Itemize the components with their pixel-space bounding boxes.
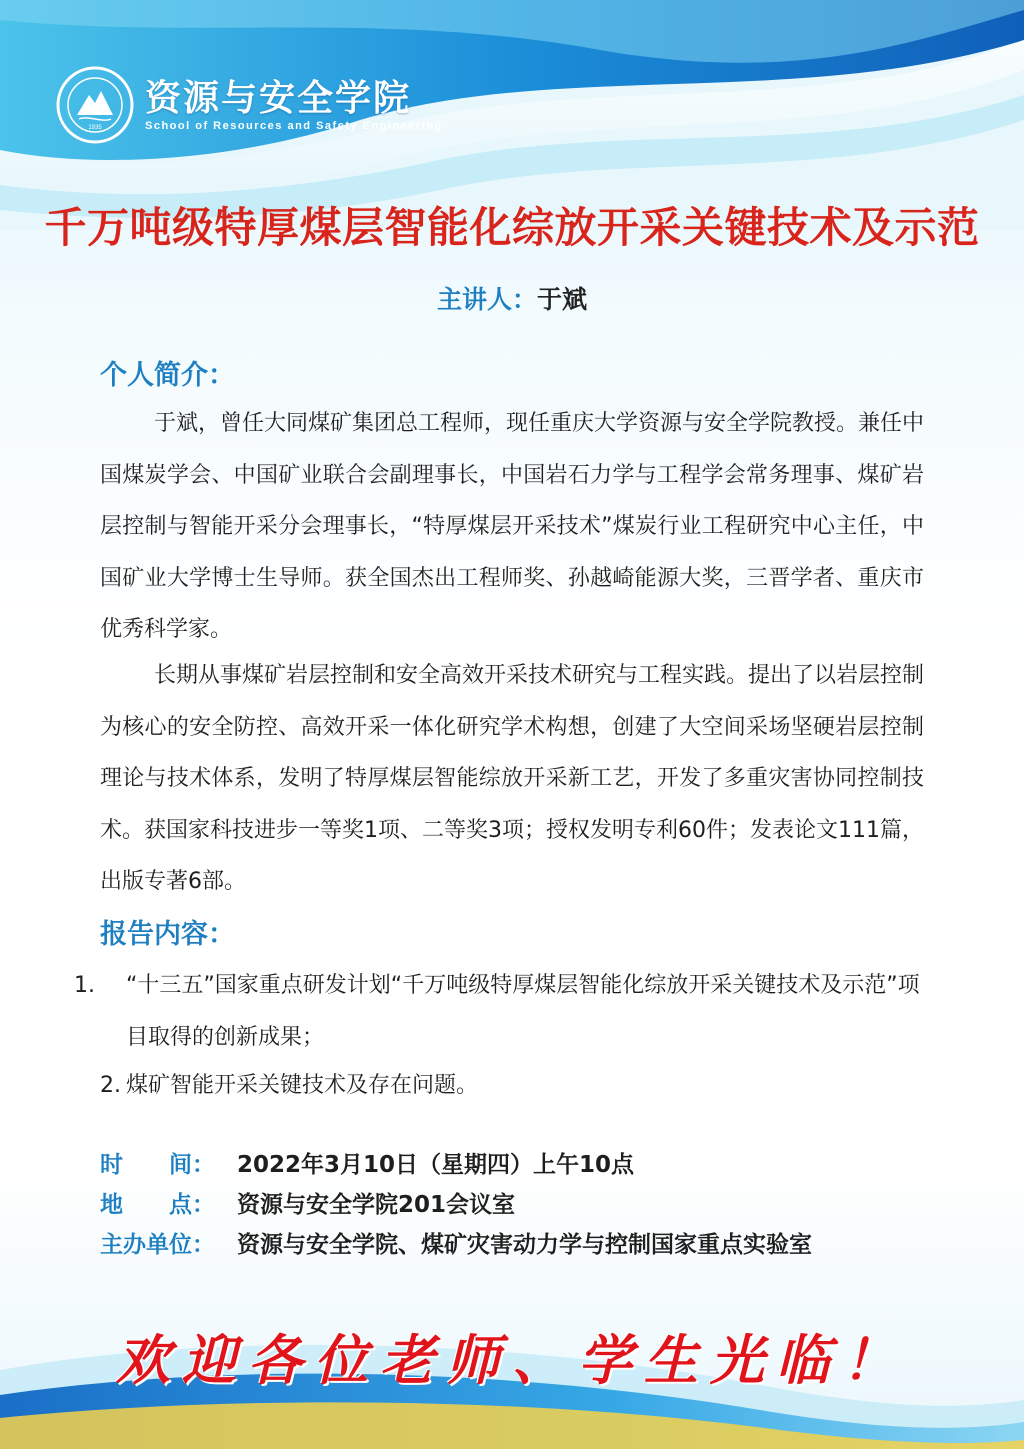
speaker-label: 主讲人：	[436, 285, 537, 314]
event-place-row	[100, 1188, 515, 1222]
speaker-line	[0, 280, 1024, 316]
bio-paragraph-2-text: 长期从事煤矿岩层控制和安全高效开采技术研究与工程实践。提出了以岩层控制为核心的安全防控、高效开采一体化研究学术构想，创建了大空间采场坚硬岩层控制理论与技术体系，发明了特厚煤层智能综放开采新工艺，开发了多重灾害协同控制技术。获国家科技进步一等奖1项、二等奖3项；授权发明专利60件；发表论文111篇，出版专著6部。	[100, 663, 925, 894]
welcome-banner: 欢迎各位老师、学生光临！	[116, 1328, 908, 1392]
event-place-label: 地 点：	[100, 1192, 215, 1218]
report-item-2-text: 煤矿智能开采关键技术及存在问题。	[126, 1073, 479, 1098]
report-item-1-number: 1.	[74, 973, 95, 998]
event-host-value: 资源与安全学院、煤矿灾害动力学与控制国家重点实验室	[237, 1232, 812, 1258]
report-item-2-number: 2.	[100, 1073, 121, 1098]
event-time-row	[100, 1148, 634, 1182]
school-logo	[55, 65, 135, 145]
event-host-label: 主办单位：	[100, 1232, 215, 1258]
logo-year: 1935	[88, 125, 102, 131]
event-host-row	[100, 1228, 812, 1262]
report-item-1-text: “十三五”国家重点研发计划“千万吨级特厚煤层智能化综放开采关键技术及示范”项目取得的创新成果；	[126, 973, 920, 1050]
event-time-label: 时 间：	[100, 1152, 215, 1178]
bio-paragraph-1-text: 于斌，曾任大同煤矿集团总工程师，现任重庆大学资源与安全学院教授。兼任中国煤炭学会、中国矿业联合会副理事长，中国岩石力学与工程学会常务理事、煤矿岩层控制与智能开采分会理事长，“特厚煤层开采技术”煤炭行业工程研究中心主任，中国矿业大学博士生导师。获全国杰出工程师奖、孙越崎能源大奖，三晋学者、重庆市优秀科学家。	[100, 411, 925, 642]
bio-paragraph-1	[100, 398, 924, 656]
event-time-value: 2022年3月10日（星期四）上午10点	[237, 1152, 635, 1178]
bio-heading: 个人简介：	[100, 360, 235, 391]
event-place-value: 资源与安全学院201会议室	[237, 1192, 516, 1218]
school-name-cn: 资源与安全学院	[145, 78, 412, 119]
lecture-title: 千万吨级特厚煤层智能化综放开采关键技术及示范	[44, 203, 980, 252]
report-item-1	[74, 960, 926, 1063]
report-heading: 报告内容：	[100, 919, 235, 950]
bio-paragraph-2	[100, 650, 924, 908]
speaker-name: 于斌	[537, 285, 588, 314]
school-name-en: School of Resources and Safety Engineering	[145, 120, 443, 132]
report-item-2	[100, 1060, 926, 1112]
